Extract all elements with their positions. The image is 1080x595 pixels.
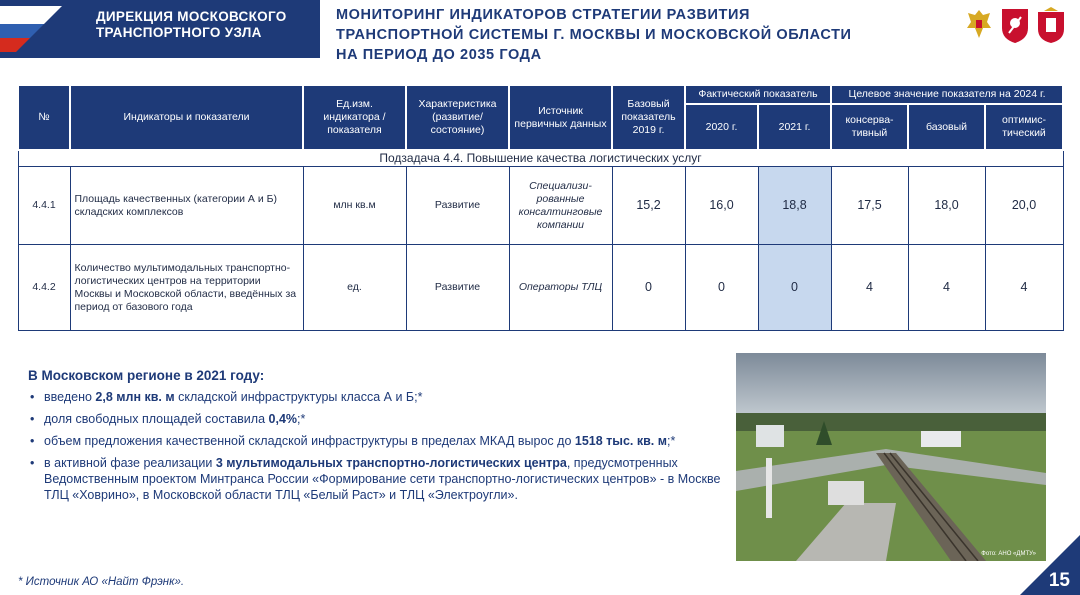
summary-text: объем предложения качественной складской инфраструктуры в пределах МКАД вырос до (44, 434, 575, 448)
summary-item (28, 389, 728, 405)
col-header-num: № (18, 85, 70, 150)
moscow-oblast-coat-of-arms-icon (1036, 6, 1066, 44)
cell-2020: 0 (685, 245, 758, 331)
table-row (18, 245, 1063, 331)
russia-flag-icon (0, 0, 96, 58)
cell-conservative: 17,5 (831, 167, 908, 245)
col-header-characteristic: Характеристика (развитие/ состояние) (406, 85, 509, 150)
summary-text: , предусмотренных Ведомственным проектом Минтранса России «Формирование сети транспортно-логистических центров» - в Москве ТЛЦ «Ховрино», в Московской области ТЛЦ «Белый Раст» и ТЛЦ «Электроугли». (44, 456, 721, 502)
header-logos (964, 6, 1066, 44)
summary-text: введено (44, 390, 96, 404)
summary-highlight: 1518 тыс. кв. м (574, 434, 667, 448)
indicators-table (17, 84, 1064, 331)
cell-unit: ед. (303, 245, 406, 331)
title-line-3: НА ПЕРИОД ДО 2035 ГОДА (336, 47, 542, 63)
col-header-optimistic: оптимис-тический (985, 104, 1063, 150)
cell-optimistic: 20,0 (985, 167, 1063, 245)
cell-source: Операторы ТЛЦ (509, 245, 612, 331)
logistics-center-photo (736, 353, 1046, 561)
title-line-2: ТРАНСПОРТНОЙ СИСТЕМЫ Г. МОСКВЫ И МОСКОВСКОЙ ОБЛАСТИ (336, 27, 852, 43)
subtask-label: Подзадача 4.4. Повышение качества логистических услуг (18, 150, 1063, 167)
cell-num: 4.4.2 (18, 245, 70, 331)
col-header-conservative: консерва-тивный (831, 104, 908, 150)
col-header-source: Источник первичных данных (509, 85, 612, 150)
cell-indicator: Количество мультимодальных транспортно-логистических центров на территории Москвы и Московской области, введённых за период от базового года (70, 245, 303, 331)
cell-2021: 18,8 (758, 167, 831, 245)
cell-basic: 18,0 (908, 167, 985, 245)
cell-unit: млн кв.м (303, 167, 406, 245)
summary-item (28, 455, 728, 503)
cell-num: 4.4.1 (18, 167, 70, 245)
cell-optimistic: 4 (985, 245, 1063, 331)
summary-title: В Московском регионе в 2021 году: (28, 368, 265, 383)
summary-highlight: 0,4% (268, 412, 298, 426)
col-header-2020: 2020 г. (685, 104, 758, 150)
russian-coat-of-arms-icon (964, 6, 994, 44)
cell-conservative: 4 (831, 245, 908, 331)
col-header-base: Базовый показатель 2019 г. (612, 85, 685, 150)
summary-text: ;* (666, 434, 676, 448)
cell-base: 0 (612, 245, 685, 331)
cell-indicator: Площадь качественных (категории А и Б) складских комплексов (70, 167, 303, 245)
summary-item (28, 433, 728, 449)
summary-text: складской инфраструктуры класса А и Б;* (174, 390, 423, 404)
summary-text: в активной фазе реализации (44, 456, 216, 470)
page-title (336, 5, 896, 65)
org-line-1: ДИРЕКЦИЯ МОСКОВСКОГО (96, 9, 287, 24)
col-header-unit: Ед.изм. индикатора / показателя (303, 85, 406, 150)
org-line-2: ТРАНСПОРТНОГО УЗЛА (96, 25, 262, 40)
summary-highlight: 2,8 млн кв. м (95, 390, 175, 404)
col-header-2021: 2021 г. (758, 104, 831, 150)
title-line-1: МОНИТОРИНГ ИНДИКАТОРОВ СТРАТЕГИИ РАЗВИТИЯ (336, 7, 750, 23)
cell-basic: 4 (908, 245, 985, 331)
col-header-basic: базовый (908, 104, 985, 150)
cell-source: Специализи-рованные консалтинговые компании (509, 167, 612, 245)
summary-list (28, 389, 728, 503)
col-header-target: Целевое значение показателя на 2024 г. (831, 85, 1063, 104)
summary-item (28, 411, 728, 427)
summary-text: доля свободных площадей составила (44, 412, 269, 426)
moscow-coat-of-arms-icon (1000, 6, 1030, 44)
cell-characteristic: Развитие (406, 245, 509, 331)
col-header-actual: Фактический показатель (685, 85, 831, 104)
summary-highlight: 3 мультимодальных транспортно-логистических центра (215, 456, 567, 470)
organization-name (96, 9, 316, 41)
col-header-indicator: Индикаторы и показатели (70, 85, 303, 150)
table-header-row (18, 85, 1063, 104)
cell-2020: 16,0 (685, 167, 758, 245)
summary-text: ;* (297, 412, 306, 426)
cell-base: 15,2 (612, 167, 685, 245)
subtask-row (18, 150, 1063, 167)
footnote: * Источник АО «Найт Фрэнк». (18, 576, 185, 588)
table-row (18, 167, 1063, 245)
page-number: 15 (1048, 570, 1070, 591)
summary-block (28, 368, 728, 509)
cell-characteristic: Развитие (406, 167, 509, 245)
cell-2021: 0 (758, 245, 831, 331)
photo-caption: Фото: АНО «ДМТУ» (981, 551, 1036, 557)
